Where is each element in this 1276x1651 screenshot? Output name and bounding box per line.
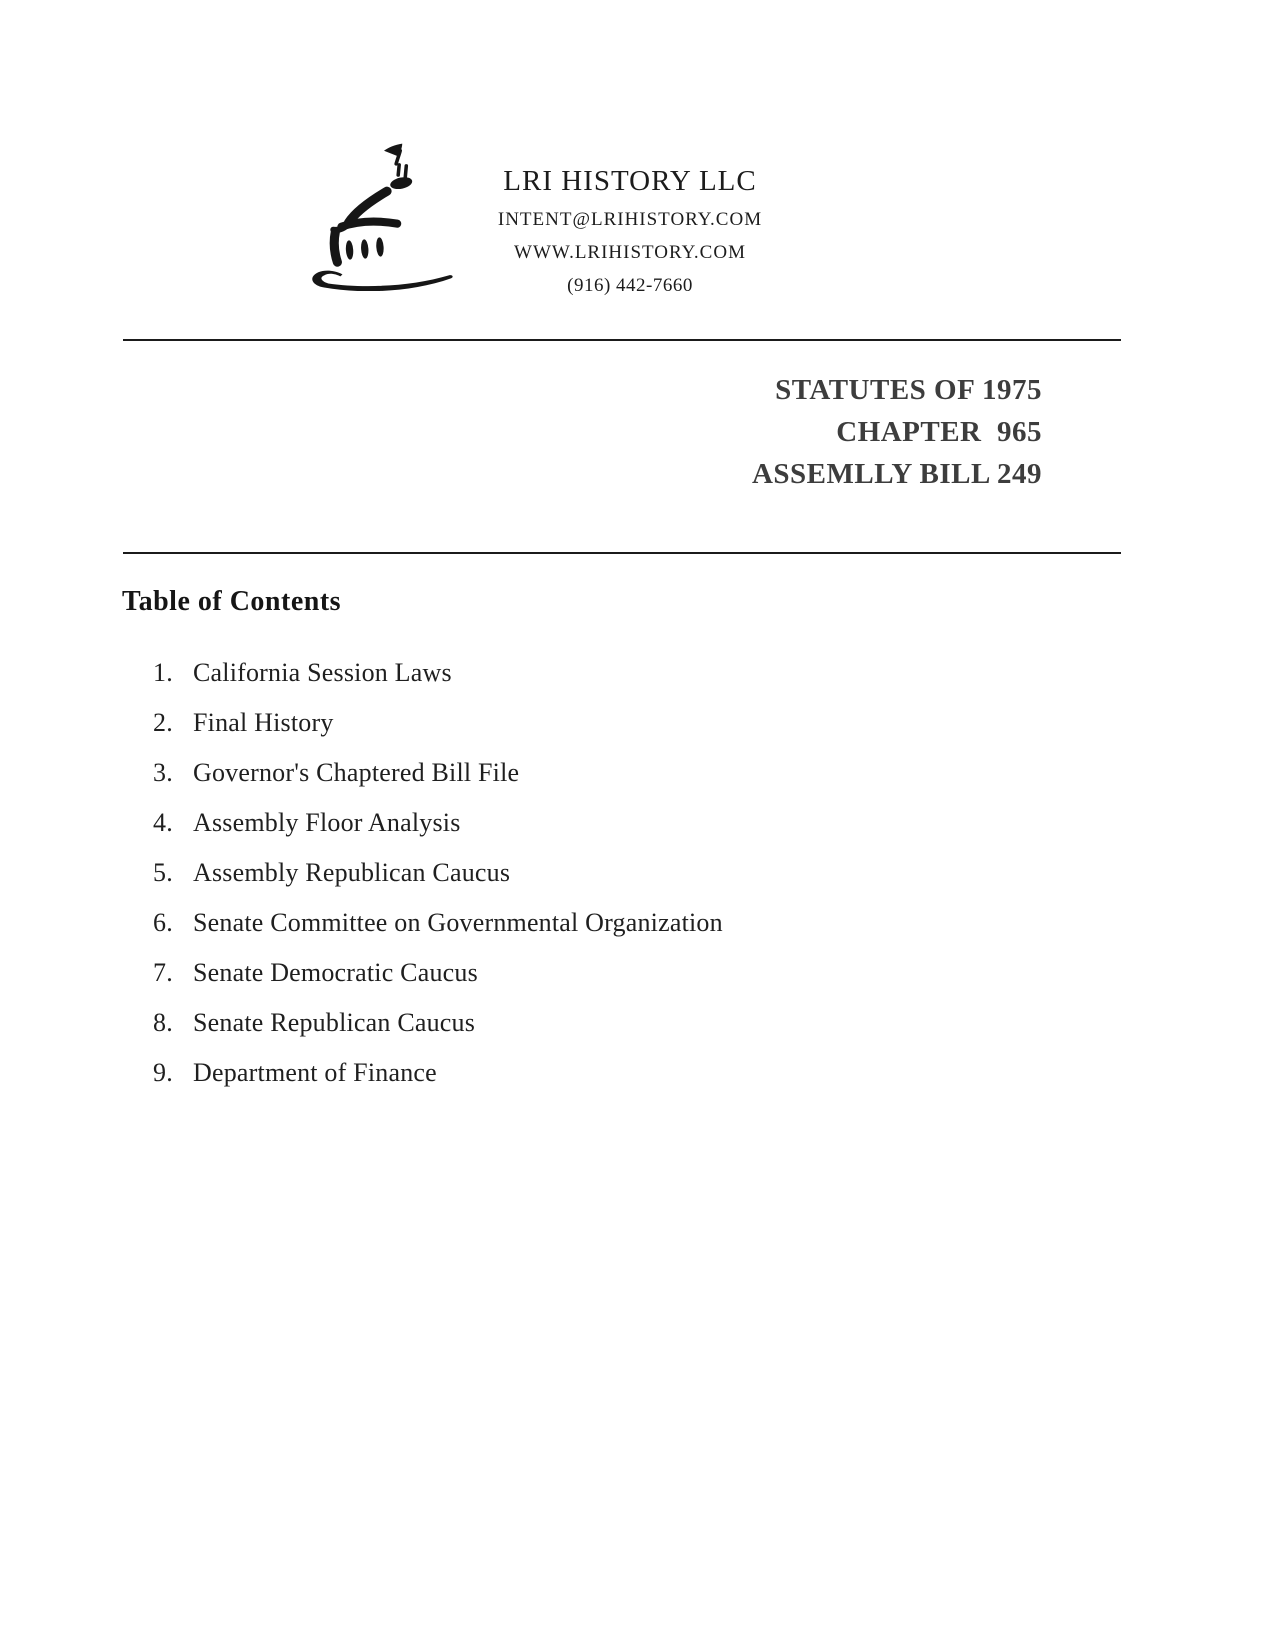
chapter-line: CHAPTER 965 [836,416,1042,448]
toc-item [153,848,723,898]
toc-item-number: 2. [153,708,173,737]
toc-item-number: 7. [153,958,173,987]
assembly-bill-line: ASSEMLLY BILL 249 [751,458,1042,490]
toc-item-label: Governor's Chaptered Bill File [193,758,520,787]
toc-item-number: 1. [153,658,173,687]
letterhead [430,163,830,302]
statutes-title-block [752,369,1042,495]
toc-item-label: Senate Democratic Caucus [193,958,478,987]
toc-heading: Table of Contents [122,586,342,617]
toc-item-number: 8. [153,1008,173,1037]
company-website: WWW.LRIHISTORY.COM [514,242,746,263]
statutes-year-line: STATUTES OF 1975 [775,374,1042,406]
toc-item-label: Final History [193,708,334,737]
toc-item-number: 4. [153,808,173,837]
toc-item-label: Assembly Republican Caucus [193,858,511,887]
toc-item-number: 9. [153,1058,173,1087]
toc-item-number: 5. [153,858,173,887]
toc-item-label: Department of Finance [193,1058,437,1087]
toc-item [153,698,723,748]
toc-item [153,648,723,698]
horizontal-rule-bottom [123,552,1121,554]
toc-item [153,748,723,798]
toc-item-number: 3. [153,758,173,787]
toc-item-label: Assembly Floor Analysis [193,808,461,837]
toc-item [153,998,723,1048]
toc-item-label: Senate Committee on Governmental Organization [193,908,723,937]
company-email: INTENT@LRIHISTORY.COM [497,209,763,230]
toc-item-number: 6. [153,908,173,937]
toc-item [153,948,723,998]
toc-item-label: Senate Republican Caucus [193,1008,476,1037]
toc-item [153,798,723,848]
contact-block [430,203,830,302]
toc-item [153,898,723,948]
horizontal-rule-top [123,339,1121,341]
toc-item [153,1048,723,1098]
company-name: LRI HISTORY LLC [503,165,757,197]
toc-item-label: California Session Laws [193,658,452,687]
company-phone: (916) 442-7660 [567,275,693,296]
toc-list [153,648,723,1098]
